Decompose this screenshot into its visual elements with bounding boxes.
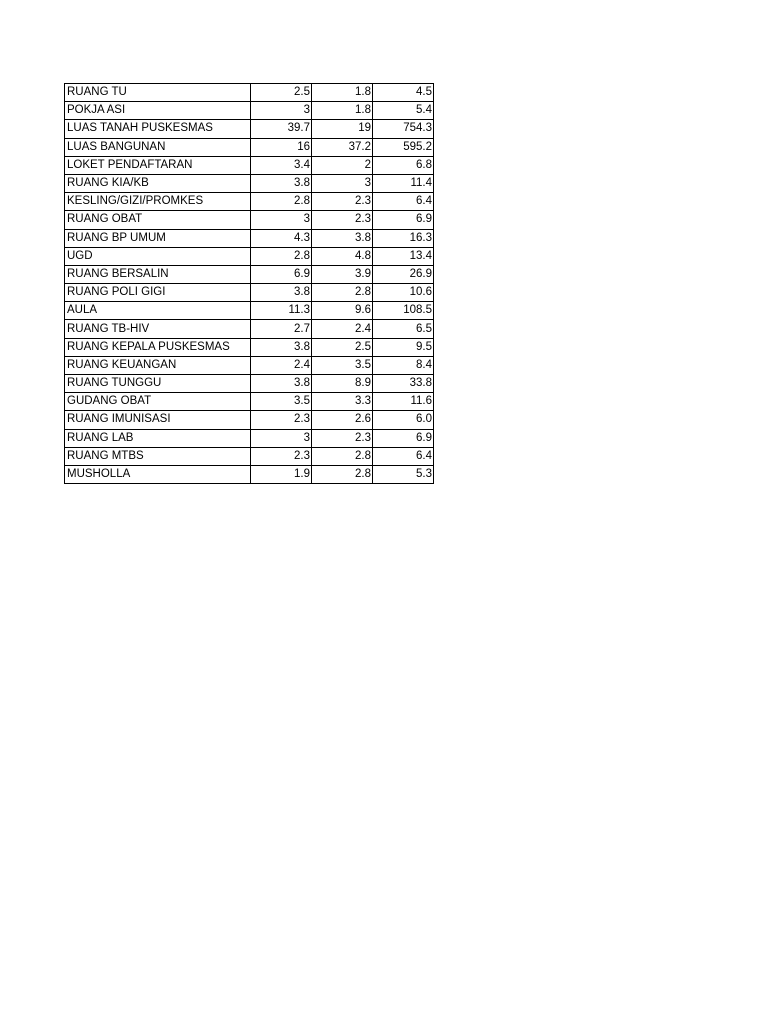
- length-cell: 6.9: [251, 265, 312, 283]
- area-cell: 33.8: [373, 375, 434, 393]
- area-cell: 13.4: [373, 247, 434, 265]
- room-name-cell: RUANG KIA/KB: [65, 174, 251, 192]
- area-cell: 6.8: [373, 156, 434, 174]
- room-name-cell: RUANG MTBS: [65, 447, 251, 465]
- area-cell: 11.6: [373, 393, 434, 411]
- width-cell: 2.8: [312, 447, 373, 465]
- room-name-cell: MUSHOLLA: [65, 465, 251, 483]
- table-row: [65, 447, 434, 465]
- data-table-body: [65, 84, 434, 484]
- room-name-cell: RUANG TU: [65, 84, 251, 102]
- area-cell: 5.3: [373, 465, 434, 483]
- table-row: [65, 429, 434, 447]
- area-cell: 6.0: [373, 411, 434, 429]
- length-cell: 2.7: [251, 320, 312, 338]
- area-cell: 10.6: [373, 284, 434, 302]
- length-cell: 2.4: [251, 356, 312, 374]
- room-name-cell: AULA: [65, 302, 251, 320]
- length-cell: 4.3: [251, 229, 312, 247]
- table-row: [65, 174, 434, 192]
- area-cell: 8.4: [373, 356, 434, 374]
- room-name-cell: RUANG KEUANGAN: [65, 356, 251, 374]
- width-cell: 9.6: [312, 302, 373, 320]
- width-cell: 3.5: [312, 356, 373, 374]
- area-cell: 4.5: [373, 84, 434, 102]
- table-row: [65, 302, 434, 320]
- table-row: [65, 84, 434, 102]
- table-row: [65, 411, 434, 429]
- width-cell: 3: [312, 174, 373, 192]
- width-cell: 1.8: [312, 102, 373, 120]
- area-cell: 595.2: [373, 138, 434, 156]
- width-cell: 2.5: [312, 338, 373, 356]
- area-cell: 108.5: [373, 302, 434, 320]
- width-cell: 2.3: [312, 211, 373, 229]
- room-name-cell: RUANG BP UMUM: [65, 229, 251, 247]
- width-cell: 2: [312, 156, 373, 174]
- width-cell: 2.4: [312, 320, 373, 338]
- table-row: [65, 138, 434, 156]
- room-name-cell: RUANG BERSALIN: [65, 265, 251, 283]
- length-cell: 3.5: [251, 393, 312, 411]
- room-name-cell: UGD: [65, 247, 251, 265]
- area-cell: 6.5: [373, 320, 434, 338]
- length-cell: 3.8: [251, 375, 312, 393]
- width-cell: 4.8: [312, 247, 373, 265]
- area-cell: 16.3: [373, 229, 434, 247]
- room-name-cell: RUANG POLI GIGI: [65, 284, 251, 302]
- room-name-cell: RUANG KEPALA PUSKESMAS: [65, 338, 251, 356]
- data-table: [64, 83, 434, 484]
- table-row: [65, 375, 434, 393]
- length-cell: 2.8: [251, 193, 312, 211]
- table-row: [65, 247, 434, 265]
- length-cell: 2.3: [251, 411, 312, 429]
- room-name-cell: POKJA ASI: [65, 102, 251, 120]
- length-cell: 3.4: [251, 156, 312, 174]
- length-cell: 3.8: [251, 284, 312, 302]
- width-cell: 2.8: [312, 284, 373, 302]
- table-row: [65, 320, 434, 338]
- table-row: [65, 265, 434, 283]
- length-cell: 3: [251, 211, 312, 229]
- table-row: [65, 156, 434, 174]
- width-cell: 2.6: [312, 411, 373, 429]
- area-cell: 6.4: [373, 193, 434, 211]
- area-cell: 6.9: [373, 211, 434, 229]
- length-cell: 16: [251, 138, 312, 156]
- width-cell: 37.2: [312, 138, 373, 156]
- length-cell: 2.8: [251, 247, 312, 265]
- width-cell: 2.3: [312, 193, 373, 211]
- width-cell: 2.3: [312, 429, 373, 447]
- length-cell: 3: [251, 102, 312, 120]
- table-row: [65, 284, 434, 302]
- width-cell: 19: [312, 120, 373, 138]
- length-cell: 3.8: [251, 338, 312, 356]
- table-row: [65, 356, 434, 374]
- width-cell: 1.8: [312, 84, 373, 102]
- room-name-cell: RUANG LAB: [65, 429, 251, 447]
- area-cell: 9.5: [373, 338, 434, 356]
- table-row: [65, 193, 434, 211]
- width-cell: 2.8: [312, 465, 373, 483]
- table-row: [65, 229, 434, 247]
- length-cell: 11.3: [251, 302, 312, 320]
- room-name-cell: GUDANG OBAT: [65, 393, 251, 411]
- table-row: [65, 211, 434, 229]
- length-cell: 1.9: [251, 465, 312, 483]
- length-cell: 3: [251, 429, 312, 447]
- table-row: [65, 393, 434, 411]
- area-cell: 6.9: [373, 429, 434, 447]
- room-name-cell: RUANG OBAT: [65, 211, 251, 229]
- room-name-cell: RUANG IMUNISASI: [65, 411, 251, 429]
- table-row: [65, 102, 434, 120]
- width-cell: 3.8: [312, 229, 373, 247]
- area-cell: 26.9: [373, 265, 434, 283]
- length-cell: 3.8: [251, 174, 312, 192]
- table-row: [65, 120, 434, 138]
- width-cell: 8.9: [312, 375, 373, 393]
- room-name-cell: KESLING/GIZI/PROMKES: [65, 193, 251, 211]
- room-name-cell: LUAS BANGUNAN: [65, 138, 251, 156]
- room-name-cell: LUAS TANAH PUSKESMAS: [65, 120, 251, 138]
- table-row: [65, 338, 434, 356]
- length-cell: 39.7: [251, 120, 312, 138]
- area-cell: 11.4: [373, 174, 434, 192]
- area-cell: 5.4: [373, 102, 434, 120]
- table-row: [65, 465, 434, 483]
- length-cell: 2.5: [251, 84, 312, 102]
- width-cell: 3.3: [312, 393, 373, 411]
- room-name-cell: LOKET PENDAFTARAN: [65, 156, 251, 174]
- width-cell: 3.9: [312, 265, 373, 283]
- length-cell: 2.3: [251, 447, 312, 465]
- area-cell: 754.3: [373, 120, 434, 138]
- room-name-cell: RUANG TB-HIV: [65, 320, 251, 338]
- room-name-cell: RUANG TUNGGU: [65, 375, 251, 393]
- area-cell: 6.4: [373, 447, 434, 465]
